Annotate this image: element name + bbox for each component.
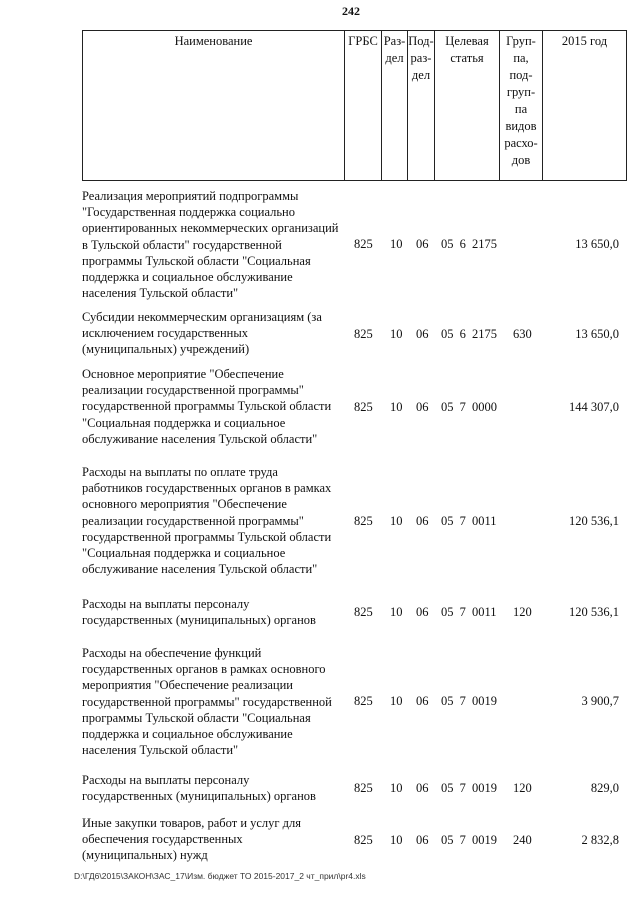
row-podrazdel: 06 <box>416 400 429 414</box>
row-name: Расходы на обеспечение функций государственных органов в рамках основного мероприятия "Обеспечение реализации государственной программы" государственной программы Тульской области "Социальная поддержка и социальное обслуживание населения Тульской области" <box>82 646 332 758</box>
row-target: 05 6 2175 <box>441 237 497 251</box>
row-razdel: 10 <box>390 514 403 528</box>
row-grbs: 825 <box>354 605 373 619</box>
row-group: 240 <box>513 833 532 847</box>
row-name: Расходы на выплаты персоналу государственных (муниципальных) органов <box>82 597 316 628</box>
row-grbs: 825 <box>354 400 373 414</box>
row-amount: 829,0 <box>590 781 619 795</box>
table-row <box>0 366 640 448</box>
row-group: 120 <box>513 605 532 619</box>
table-row <box>0 188 640 303</box>
row-podrazdel: 06 <box>416 694 429 708</box>
header-podrazdel: Под- раз- дел <box>408 31 435 180</box>
table-row <box>0 815 640 865</box>
row-razdel: 10 <box>390 605 403 619</box>
file-path-footer: D:\ГД6\2015\ЗАКОН\ЗАС_17\Изм. бюджет ТО 2015-2017_2 чт_прил\pr4.xls <box>74 871 366 881</box>
row-amount: 2 832,8 <box>581 833 619 847</box>
header-group: Груп- па, под- груп- па видов расхо- дов <box>500 31 543 180</box>
row-podrazdel: 06 <box>416 237 429 251</box>
row-razdel: 10 <box>390 694 403 708</box>
row-grbs: 825 <box>354 237 373 251</box>
row-podrazdel: 06 <box>416 781 429 795</box>
table-row <box>0 464 640 579</box>
table-row <box>0 772 640 806</box>
row-grbs: 825 <box>354 694 373 708</box>
row-razdel: 10 <box>390 833 403 847</box>
row-name: Расходы на выплаты персоналу государственных (муниципальных) органов <box>82 773 316 804</box>
row-razdel: 10 <box>390 400 403 414</box>
header-razdel: Раз- дел <box>382 31 408 180</box>
row-group: 120 <box>513 781 532 795</box>
row-grbs: 825 <box>354 781 373 795</box>
row-amount: 120 536,1 <box>569 514 619 528</box>
row-name: Субсидии некоммерческим организациям (за исключением государственных (муниципальных) учреждений) <box>82 310 322 357</box>
row-name: Основное мероприятие "Обеспечение реализации государственной программы" государственной программы Тульской области "Социальная поддержка и социальное обслуживание населения Тульской области" <box>82 367 332 446</box>
row-amount: 13 650,0 <box>575 327 619 341</box>
table-header <box>82 30 627 181</box>
row-target: 05 7 0011 <box>441 514 497 528</box>
row-target: 05 7 0019 <box>441 781 497 795</box>
row-name: Реализация мероприятий подпрограммы "Государственная поддержка социально ориентированных некоммерческих организаций в Тульской области" государственной программы Тульской области "Социальная поддержка и социальное обслуживание населения Тульской области" <box>82 189 339 301</box>
row-podrazdel: 06 <box>416 514 429 528</box>
row-target: 05 7 0011 <box>441 605 497 619</box>
header-grbs: ГРБС <box>345 31 382 180</box>
row-grbs: 825 <box>354 327 373 341</box>
row-target: 05 6 2175 <box>441 327 497 341</box>
table-row <box>0 309 640 359</box>
header-year: 2015 год <box>543 31 627 180</box>
row-razdel: 10 <box>390 237 403 251</box>
row-amount: 3 900,7 <box>581 694 619 708</box>
row-target: 05 7 0019 <box>441 833 497 847</box>
row-grbs: 825 <box>354 514 373 528</box>
header-target: Целевая статья <box>435 31 500 180</box>
row-podrazdel: 06 <box>416 605 429 619</box>
row-amount: 13 650,0 <box>575 237 619 251</box>
row-name: Расходы на выплаты по оплате труда работников государственных органов в рамках основного мероприятия "Обеспечение реализации государственной программы" государственной программы Тульской области "Социальная поддержка и социальное обслуживание населения Тульской области" <box>82 465 332 577</box>
row-target: 05 7 0019 <box>441 694 497 708</box>
row-podrazdel: 06 <box>416 833 429 847</box>
row-amount: 120 536,1 <box>569 605 619 619</box>
table-row <box>0 645 640 760</box>
row-amount: 144 307,0 <box>569 400 619 414</box>
page-number: 242 <box>342 4 360 18</box>
row-razdel: 10 <box>390 327 403 341</box>
row-group: 630 <box>513 327 532 341</box>
table-row <box>0 596 640 630</box>
row-name: Иные закупки товаров, работ и услуг для обеспечения государственных (муниципальных) нужд <box>82 816 302 863</box>
row-razdel: 10 <box>390 781 403 795</box>
header-name: Наименование <box>83 31 345 180</box>
row-target: 05 7 0000 <box>441 400 497 414</box>
row-podrazdel: 06 <box>416 327 429 341</box>
row-grbs: 825 <box>354 833 373 847</box>
